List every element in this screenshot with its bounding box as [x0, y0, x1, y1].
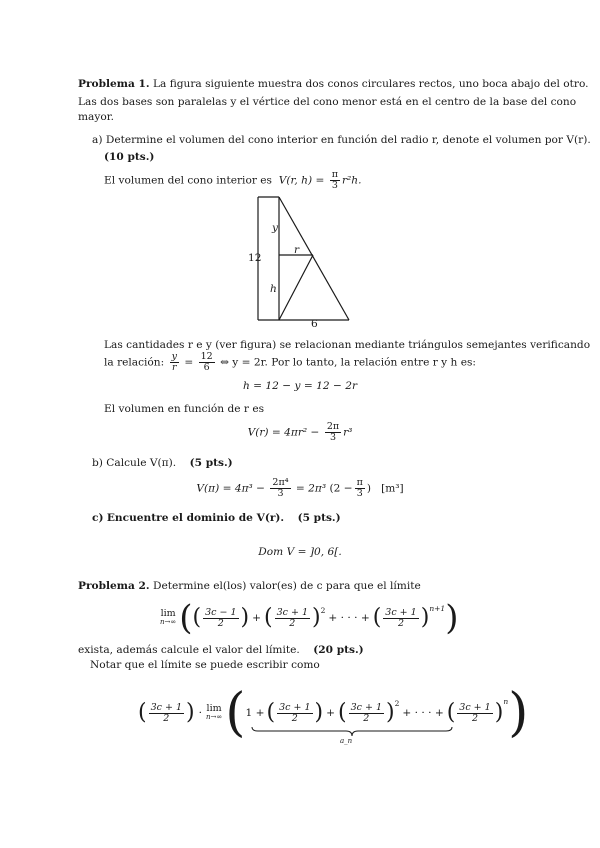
lim-subscript: n→∞ — [160, 618, 177, 626]
vpi-frac — [270, 478, 290, 499]
vpi-paren-right: ) — [366, 482, 371, 495]
volume-function-text: El volumen en función de r es — [104, 403, 265, 415]
p1-title: Problema 1. — [78, 78, 150, 90]
factor-frac — [149, 703, 184, 724]
p1-intro-line1 — [78, 77, 589, 91]
lim-word-2: lim — [206, 703, 222, 714]
part-c-line — [92, 511, 341, 525]
limit-expression — [160, 598, 458, 638]
vr-lhs: V(r) = 4πr² − — [247, 426, 320, 439]
rel-frac1-den: r — [171, 362, 177, 373]
s-term3-frac — [457, 703, 492, 724]
cones-figure — [244, 193, 364, 333]
relation-frac1 — [170, 352, 179, 373]
paren-3-left: ( — [372, 605, 382, 630]
underbrace-path — [252, 727, 452, 736]
vpi-frac2-den: 3 — [356, 488, 363, 499]
part-b-text: Calcule V(π). — [106, 457, 177, 469]
vr-frac-num: 2π — [326, 421, 340, 432]
vpi-mid: = 2π³ — [295, 482, 327, 495]
vr-frac-den: 3 — [329, 432, 336, 443]
relation-frac2 — [199, 352, 215, 373]
s-paren-1-left: ( — [266, 700, 276, 725]
part-b-line — [92, 456, 233, 470]
outer-paren-right: ) — [445, 598, 459, 638]
part-c-label: c) — [92, 512, 104, 524]
part-b-points: (5 pts.) — [189, 457, 233, 469]
term2-frac — [275, 608, 310, 629]
vpi-frac-den: 3 — [277, 488, 284, 499]
term2-den: 2 — [289, 617, 296, 629]
s-paren-3-left: ( — [446, 700, 456, 725]
fig-inner-slant — [279, 255, 313, 320]
p1-intro-line2: Las dos bases son paralelas y el vértice del cono menor está en el centro de la base del cono — [78, 96, 577, 108]
term2-exponent: 2 — [320, 606, 326, 615]
s-term3-den: 2 — [471, 712, 479, 724]
paren-1-left: ( — [192, 605, 202, 630]
vr-formula — [0, 422, 600, 443]
term1-den: 2 — [217, 617, 224, 629]
exist-points: (20 pts.) — [313, 644, 364, 656]
term2-num: 3c + 1 — [276, 606, 308, 618]
outer-paren-left: ( — [179, 598, 193, 638]
volume-fraction — [330, 170, 340, 191]
s-plus: + — [326, 707, 335, 719]
big-paren-left: ( — [225, 683, 246, 743]
fig-label-r: r — [294, 244, 300, 256]
fig-label-y: y — [272, 222, 278, 234]
factor-den: 2 — [163, 712, 170, 724]
underbrace-label: a_n — [340, 737, 353, 745]
s-term3-exponent: n — [503, 697, 509, 706]
relation-rest: ⇔ y = 2r. Por lo tanto, la relación entre r y h es: — [220, 356, 476, 369]
rel-frac2-den: 6 — [203, 362, 210, 373]
similar-triangles-text: Las cantidades r e y (ver figura) se relacionan mediante triángulos semejantes verificando — [104, 339, 591, 351]
term1-frac — [203, 608, 238, 629]
s-term1-num: 3c + 1 — [279, 701, 311, 713]
p1-intro-text: La figura siguiente muestra dos conos circulares rectos, uno boca abajo del otro. — [152, 78, 589, 90]
relation-line — [104, 352, 476, 373]
vpi-unit: [m³] — [381, 482, 404, 495]
s-paren-2-left: ( — [337, 700, 347, 725]
part-b-label: b) — [92, 457, 103, 469]
underbrace — [250, 726, 455, 738]
s-paren-3-right: ) — [494, 700, 504, 725]
paren-2-right: ) — [312, 605, 321, 630]
vol-frac-den: 3 — [331, 180, 338, 191]
vpi-paren-left: (2 − — [329, 482, 353, 495]
part-c-points: (5 pts.) — [297, 512, 341, 524]
one-plus: 1 + — [245, 707, 265, 719]
s-term2-exponent: 2 — [394, 699, 400, 708]
big-paren-right: ) — [508, 683, 529, 743]
fig-label-12: 12 — [248, 252, 262, 264]
s-dots: + · · · + — [402, 707, 444, 719]
part-a-label: a) — [92, 134, 103, 146]
lim-operator-2 — [206, 704, 222, 722]
vpi-frac-num: 2π⁴ — [272, 477, 289, 488]
dots-1: + · · · + — [328, 612, 370, 624]
part-a-text: Determine el volumen del cono interior en función del radio r, denote el volumen por V(r). — [105, 134, 591, 146]
volume-statement — [104, 170, 361, 191]
exist-line — [78, 643, 364, 657]
fig-outer-slant — [279, 197, 349, 320]
vpi-lhs: V(π) = 4π³ − — [196, 482, 266, 495]
vol-frac-num: π — [331, 169, 338, 180]
relation-prefix: la relación: — [104, 356, 165, 369]
p2-text: Determine el(los) valor(es) de c para que el límite — [152, 580, 421, 592]
s-term2-den: 2 — [363, 712, 370, 724]
paren-2-left: ( — [263, 605, 273, 630]
rel-frac2-num: 12 — [200, 351, 213, 362]
factor-paren-left: ( — [138, 700, 147, 725]
vpi-formula — [0, 478, 600, 499]
note-line: Notar que el límite se puede escribir como — [90, 659, 320, 671]
vpi-frac2 — [355, 478, 365, 499]
lim-subscript-2: n→∞ — [205, 713, 223, 721]
domain-formula: Dom V = ]0, 6[. — [258, 546, 342, 558]
volume-formula-rhs: r²h. — [341, 174, 362, 187]
s-term1-frac — [277, 703, 312, 724]
h-relation: h = 12 − y = 12 − 2r — [242, 380, 358, 392]
fig-label-6: 6 — [311, 318, 318, 330]
volume-text: El volumen del cono interior es — [104, 174, 272, 187]
vpi-frac2-num: π — [356, 477, 363, 488]
term1-num: 3c − 1 — [205, 606, 237, 618]
s-term2-num: 3c + 1 — [350, 701, 382, 713]
mult-dot: · — [198, 707, 202, 719]
s-term3-num: 3c + 1 — [459, 701, 491, 713]
factor-paren-right: ) — [186, 700, 195, 725]
p2-line — [78, 579, 421, 593]
fig-label-h: h — [270, 283, 277, 295]
s-paren-1-right: ) — [314, 700, 324, 725]
factor-num: 3c + 1 — [150, 701, 183, 713]
part-a-line — [92, 133, 591, 147]
term3-num: 3c + 1 — [385, 606, 417, 618]
p1-intro-line3: mayor. — [78, 111, 114, 123]
s-paren-2-right: ) — [386, 700, 395, 725]
relation-eq: = — [184, 356, 194, 369]
part-c-text: Encuentre el dominio de V(r). — [106, 512, 285, 524]
rel-frac1-num: y — [171, 351, 177, 362]
term3-den: 2 — [397, 617, 405, 629]
term3-exponent: n+1 — [429, 604, 446, 613]
volume-formula-lhs: V(r, h) = — [278, 174, 325, 187]
paren-1-right: ) — [240, 605, 250, 630]
vr-frac — [325, 422, 341, 443]
lim-operator — [160, 609, 176, 627]
paren-3-right: ) — [420, 605, 430, 630]
exist-text: exista, además calcule el valor del límite. — [78, 644, 300, 656]
p2-title: Problema 2. — [78, 580, 150, 592]
s-term1-den: 2 — [291, 712, 298, 724]
term3-frac — [383, 608, 418, 629]
s-term2-frac — [349, 703, 384, 724]
plus-1: + — [252, 612, 261, 624]
vr-rhs: r³ — [343, 426, 353, 439]
part-a-points: (10 pts.) — [104, 151, 155, 163]
lim-word: lim — [160, 608, 176, 619]
